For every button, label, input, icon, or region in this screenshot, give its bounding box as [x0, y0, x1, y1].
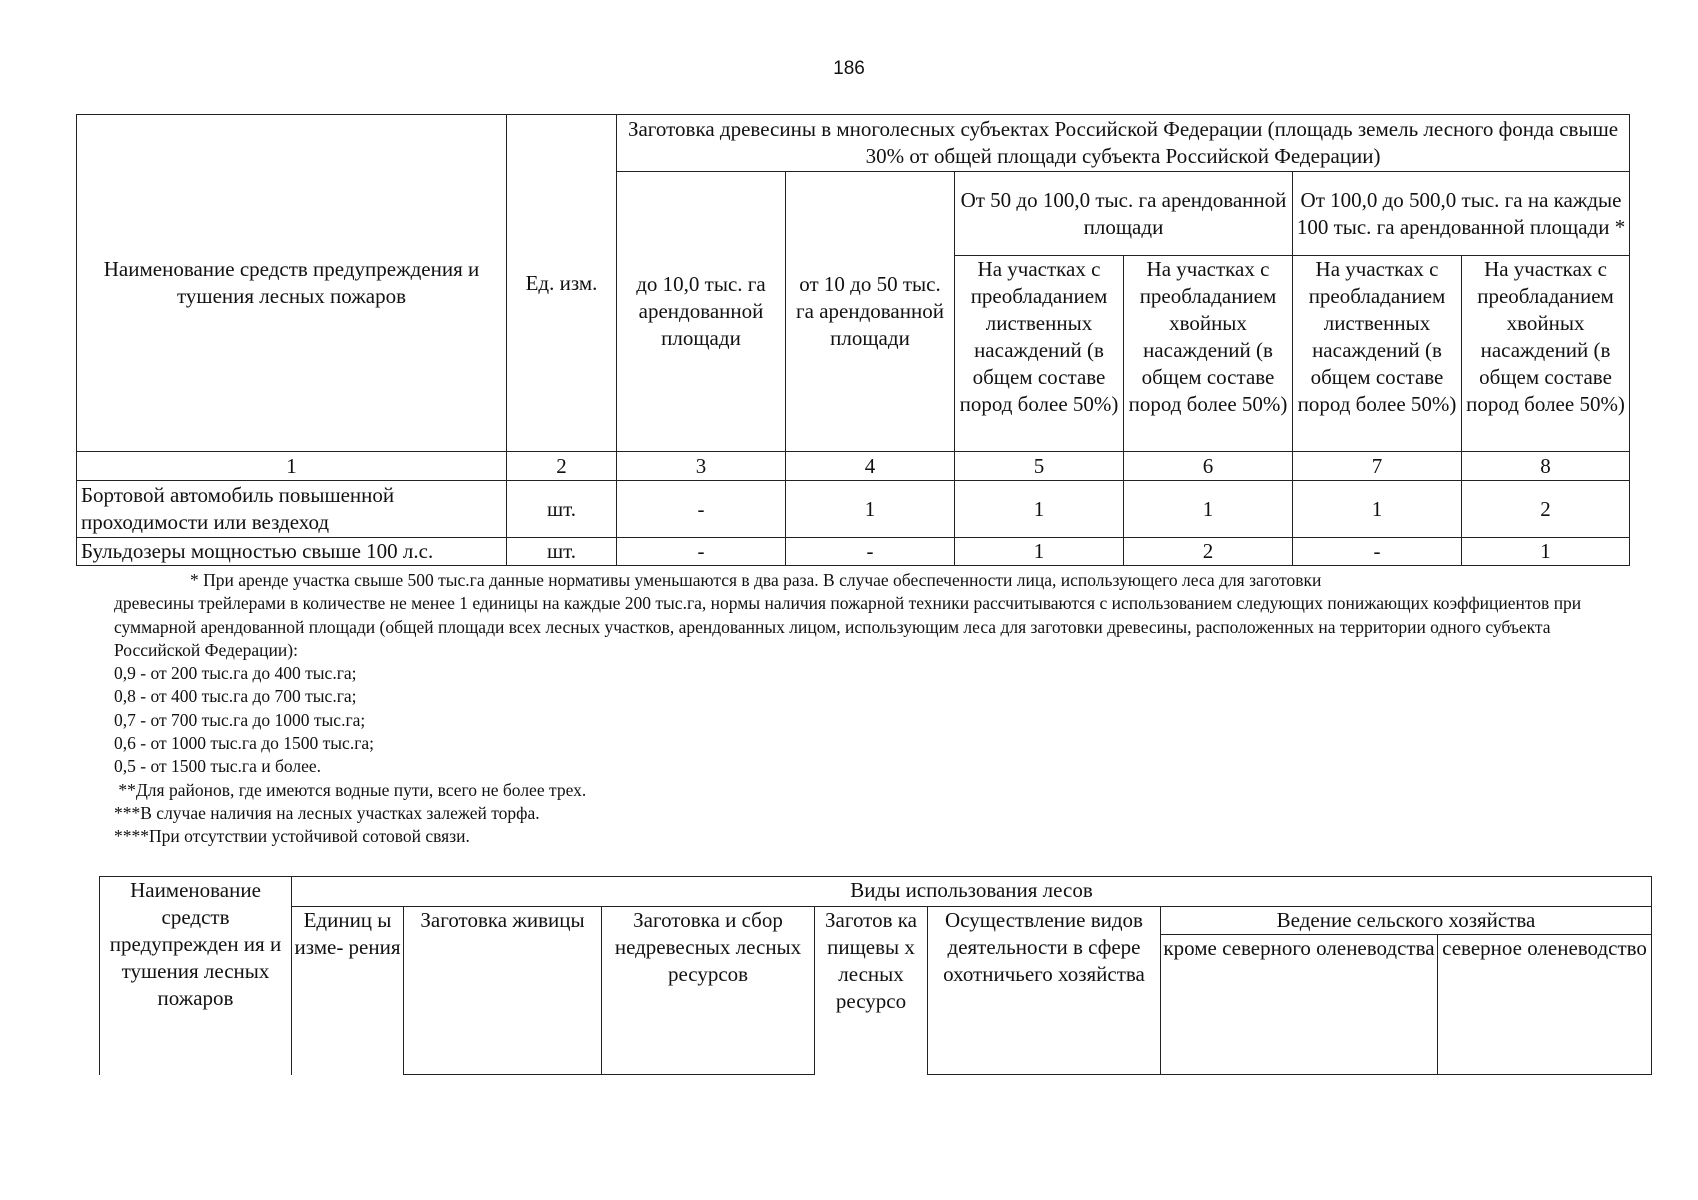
footnote-waterways: **Для районов, где имеются водные пути, всего не более трех. [114, 779, 587, 800]
group-header-100-to-500: От 100,0 до 500,0 тыс. га на каждые 100 тыс. га арендованной площади * [1293, 172, 1630, 256]
footnotes [114, 569, 1614, 849]
column-header-hunting: Осуществление видов деятельности в сфере охотничьего хозяйства [928, 907, 1161, 1075]
footnote-cellular: ****При отсутствии устойчивой сотовой связи. [114, 826, 470, 847]
subheader-coniferous: На участках с преобладанием хвойных насаждений (в общем составе пород более 50%) [1462, 256, 1630, 452]
column-header-nonwood: Заготовка и сбор недревесных лесных ресурсов [602, 907, 815, 1075]
footnote-main-continuation: древесины трейлерами в количестве не менее 1 единицы на каждые 200 тыс.га, нормы наличия пожарной техники рассчитываются с использованием следующих понижающих коэффициентов при суммарной арендованной площади (общей площади всех лесных участков, арендованных лицом, использующим леса для заготовки древесины, расположенных на территории одного субъекта Российской Федерации): [114, 593, 1582, 660]
footnote-main: * При аренде участка свыше 500 тыс.га данные нормативы уменьшаются в два раза. В случае обеспеченности лица, использующего леса для заготовки [190, 570, 1322, 590]
column-header-name: Наименование средств предупреждения и тушения лесных пожаров [77, 115, 507, 452]
coefficient-item: 0,7 - от 700 тыс.га до 1000 тыс.га; [114, 709, 366, 730]
row-value: 1 [786, 481, 955, 538]
column-number: 2 [507, 452, 617, 481]
coefficient-item: 0,5 - от 1500 тыс.га и более. [114, 756, 322, 777]
row-value: 2 [1462, 481, 1630, 538]
row-value: - [1293, 538, 1462, 566]
row-value: - [786, 538, 955, 566]
fire-equipment-table [76, 114, 1630, 566]
column-number-row [77, 452, 1630, 481]
column-number: 1 [77, 452, 507, 481]
column-number: 6 [1124, 452, 1293, 481]
row-value: 1 [955, 481, 1124, 538]
subheader-deciduous: На участках с преобладанием лиственных насаждений (в общем составе пород более 50%) [955, 256, 1124, 452]
group-header-harvesting: Заготовка древесины в многолесных субъектах Российской Федерации (площадь земель лесного фонда свыше 30% от общей площади субъекта Российской Федерации) [617, 115, 1630, 172]
table-row [77, 538, 1630, 566]
row-name: Бульдозеры мощностью свыше 100 л.с. [77, 538, 507, 566]
row-value: 1 [1462, 538, 1630, 566]
group-header-agriculture: Ведение сельского хозяйства [1161, 907, 1652, 935]
column-number: 8 [1462, 452, 1630, 481]
column-header-reindeer: северное оленеводство [1438, 935, 1652, 1075]
row-value: 1 [1124, 481, 1293, 538]
coefficient-item: 0,6 - от 1000 тыс.га до 1500 тыс.га; [114, 733, 374, 754]
page-number: 186 [833, 58, 865, 79]
column-header-10-to-50: от 10 до 50 тыс. га арендованной площади [786, 172, 955, 452]
subheader-deciduous: На участках с преобладанием лиственных насаждений (в общем составе пород более 50%) [1293, 256, 1462, 452]
row-value: 1 [955, 538, 1124, 566]
footnote-peat: ***В случае наличия на лесных участках залежей торфа. [114, 802, 540, 823]
group-header-50-to-100: От 50 до 100,0 тыс. га арендованной площади [955, 172, 1293, 256]
row-value: 1 [1293, 481, 1462, 538]
column-header-except-reindeer: кроме северного оленеводства [1161, 935, 1438, 1075]
row-value: - [617, 538, 786, 566]
forest-use-table [99, 876, 1652, 1075]
column-number: 3 [617, 452, 786, 481]
column-number: 7 [1293, 452, 1462, 481]
row-unit: шт. [507, 538, 617, 566]
row-value: 2 [1124, 538, 1293, 566]
column-header-name: Наименование средств предупрежден ия и тушения лесных пожаров [100, 877, 292, 1075]
column-header-unit: Ед. изм. [507, 115, 617, 452]
subheader-coniferous: На участках с преобладанием хвойных насаждений (в общем составе пород более 50%) [1124, 256, 1293, 452]
column-header-food: Заготов ка пищевы х лесных ресурсо [815, 907, 928, 1075]
column-number: 5 [955, 452, 1124, 481]
column-header-up-to-10: до 10,0 тыс. га арендованной площади [617, 172, 786, 452]
group-header-forest-use: Виды использования лесов [292, 877, 1652, 907]
row-name: Бортовой автомобиль повышенной проходимости или вездеход [77, 481, 507, 538]
column-number: 4 [786, 452, 955, 481]
coefficient-item: 0,8 - от 400 тыс.га до 700 тыс.га; [114, 686, 357, 707]
table-row [77, 481, 1630, 538]
column-header-resin: Заготовка живицы [404, 907, 602, 1075]
column-header-unit: Единиц ы изме- рения [292, 907, 404, 1075]
coefficient-item: 0,9 - от 200 тыс.га до 400 тыс.га; [114, 663, 357, 684]
row-unit: шт. [507, 481, 617, 538]
row-value: - [617, 481, 786, 538]
